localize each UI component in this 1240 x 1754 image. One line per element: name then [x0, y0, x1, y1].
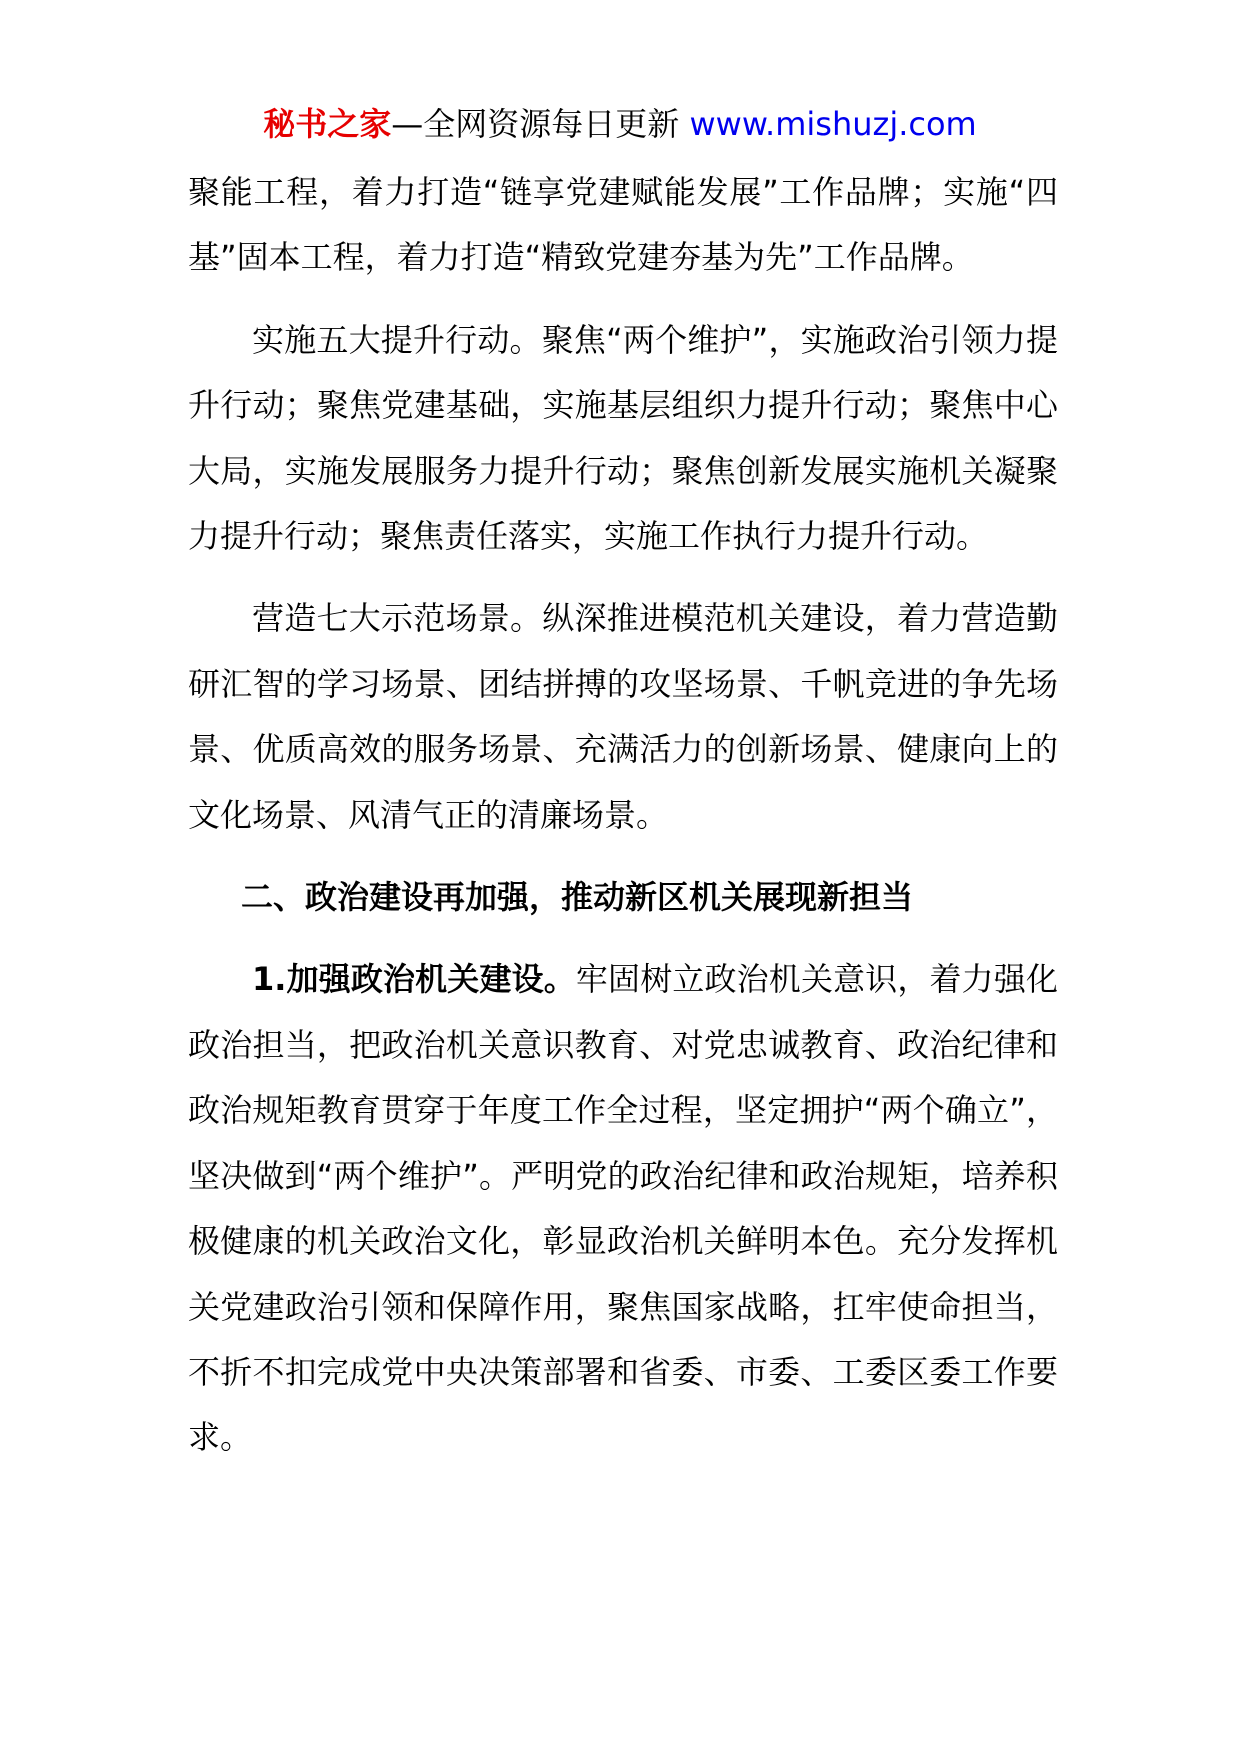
site-header — [0, 100, 1240, 148]
paragraph-political-construction — [188, 947, 1058, 1470]
paragraph-lead: 1.加强政治机关建设。 — [252, 960, 576, 999]
document-body — [188, 160, 1058, 1471]
website-link[interactable]: www.mishuzj.com — [689, 105, 977, 143]
paragraph-seven-scenes: 营造七大示范场景。纵深推进模范机关建设，着力营造勤研汇智的学习场景、团结拼搏的攻坚场景、千帆竞进的争先场景、优质高效的服务场景、充满活力的创新场景、健康向上的文化场景、风清气正的清廉场景。 — [188, 599, 1058, 834]
brand-name: 秘书之家 — [263, 105, 392, 143]
paragraph-continuation: 聚能工程，着力打造“链享党建赋能发展”工作品牌；实施“四基”固本工程，着力打造“精致党建夯基为先”工作品牌。 — [188, 173, 1058, 277]
header-tagline: —全网资源每日更新 — [391, 105, 690, 143]
paragraph-five-actions: 实施五大提升行动。聚焦“两个维护”，实施政治引领力提升行动；聚焦党建基础，实施基层组织力提升行动；聚焦中心大局，实施发展服务力提升行动；聚焦创新发展实施机关凝聚力提升行动；聚焦责任落实，实施工作执行力提升行动。 — [188, 320, 1058, 556]
section-heading: 二、政治建设再加强，推动新区机关展现新担当 — [241, 878, 914, 917]
paragraph-body: 牢固树立政治机关意识，着力强化政治担当，把政治机关意识教育、对党忠诚教育、政治纪律和政治规矩教育贯穿于年度工作全过程，坚定拥护“两个确立”，坚决做到“两个维护”。严明党的政治纪律和政治规矩，培养积极健康的机关政治文化，彰显政治机关鲜明本色。充分发挥机关党建政治引领和保障作用，聚焦国家战略，扛牢使命担当，不折不扣完成党中央决策部署和省委、市委、工委区委工作要求。 — [188, 960, 1058, 1457]
